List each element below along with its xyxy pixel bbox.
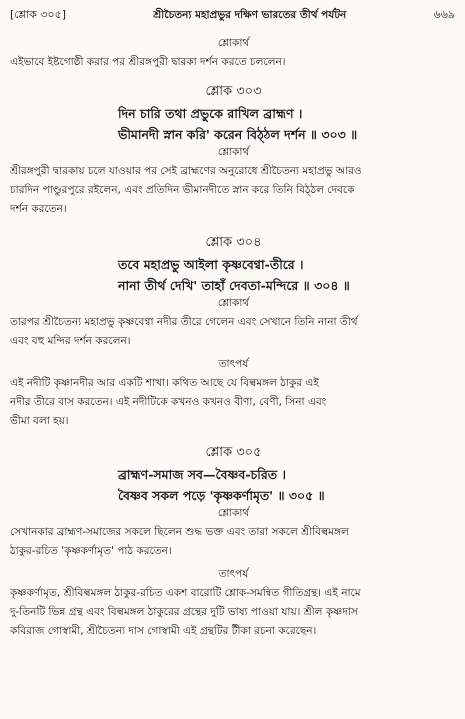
header-title: শ্রীচৈতন্য মহাপ্রভুর দক্ষিণ ভারতের তীর্থ পর্যটন bbox=[153, 9, 347, 21]
verse-text bbox=[8, 464, 459, 506]
translation-text: এইভাবে ইষ্টগোষ্ঠী করার পর শ্রীরঙ্গপুরী দ্বারকা দর্শন করতে চললেন। bbox=[10, 56, 286, 68]
header-verse-ref: [শ্লোক ৩০৫] bbox=[10, 8, 67, 21]
verse-number: শ্লোক ৩০৪ bbox=[205, 235, 262, 250]
purport-line: দু-তিনটি ভিন্ন গ্রন্থ এবং বিল্বমঙ্গল ঠাকুরের গ্রন্থের দুটি ভাষ্য পাওয়া যায়। শ্রীল কৃষ্ণদাস bbox=[10, 606, 358, 618]
verse-line: বৈষ্ণব সকল পড়ে 'কৃষ্ণকর্ণামৃত' ॥ ৩০৫ ॥ bbox=[118, 488, 325, 503]
verse-line: ব্রাহ্মণ-সমাজ সব—বৈষ্ণব-চরিত । bbox=[118, 467, 286, 482]
purport-line: ভীমা বলা হয়। bbox=[10, 415, 69, 427]
translation-line: দর্শন করতেন। bbox=[10, 203, 67, 215]
purport-line: এই নদীটি কৃষ্ণানদীর আর একটি শাখা। কথিত আছে যে বিল্বমঙ্গল ঠাকুর এই bbox=[10, 377, 319, 389]
translation-line: তারপর শ্রীচৈতন্য মহাপ্রভু কৃষ্ণবেণ্বা নদীর তীরে গেলেন এবং সেখানে তিনি নানা তীর্থ bbox=[10, 316, 358, 328]
translation-label: শ্লোকার্থ bbox=[217, 297, 250, 309]
page-number: ৬৬৯ bbox=[433, 8, 455, 21]
page bbox=[8, 6, 459, 641]
translation-label: শ্লোকার্থ bbox=[217, 37, 250, 49]
purport-line: কবিরাজ গোস্বামী, শ্রীচৈতন্য দাস গোস্বামী এই গ্রন্থটির টীকা রচনা করেছেন। bbox=[10, 625, 317, 637]
verse-number: শ্লোক ৩০৩ bbox=[205, 84, 262, 99]
verse-line: নানা তীর্থ দেখি' তাহাঁ দেবতা-মন্দিরে ॥ ৩০৪ ॥ bbox=[118, 278, 350, 293]
verse-line: দিন চারি তথা প্রভুকে রাখিল ব্রাহ্মণ । bbox=[118, 106, 303, 121]
running-header bbox=[8, 6, 459, 22]
translation-line: সেখানকার ব্রাহ্মণ-সমাজের সকলে ছিলেন শুদ্ধ ভক্ত এবং তারা সকলে শ্রীবিল্বমঙ্গল bbox=[10, 526, 349, 538]
purport-line: নদীর তীরে বাস করতেন। এই নদীটিকে কখনও কখনও বীণা, বেণী, সিনা এবং bbox=[10, 396, 327, 408]
verse-number: শ্লোক ৩০৫ bbox=[205, 445, 262, 460]
verse-line: তবে মহাপ্রভু আইলা কৃষ্ণবেণ্বা-তীরে । bbox=[118, 257, 304, 272]
translation-line: এবং বহু মন্দির দর্শন করলেন। bbox=[10, 335, 131, 347]
translation-line: শ্রীরঙ্গপুরী দ্বারকায় চলে যাওয়ার পর সেই ব্রাহ্মণের অনুরোধে শ্রীচৈতন্য মহাপ্রভু আরও bbox=[10, 165, 362, 177]
purport-label: তাৎপর্য bbox=[218, 358, 249, 370]
translation-line: ঠাকুর-রচিত 'কৃষ্ণকর্ণামৃত' পাঠ করতেন। bbox=[10, 545, 172, 557]
translation-label: শ্লোকার্থ bbox=[217, 507, 250, 519]
verse-text bbox=[8, 103, 459, 145]
verse-text bbox=[8, 254, 459, 296]
translation-label: শ্লোকার্থ bbox=[217, 146, 250, 158]
translation-line: চারদিন পাণ্ডুরপুরে রইলেন, এবং প্রতিদিন ভীমানদীতে স্নান করে তিনি বিঠ্‌ঠল দেবকে bbox=[10, 184, 355, 196]
purport-label: তাৎপর্য bbox=[218, 568, 249, 580]
verse-line: ভীমানদী স্নান করি' করেন বিঠ্‌ঠল দর্শন ॥ ৩০৩ ॥ bbox=[118, 127, 358, 142]
purport-line: কৃষ্ণকর্ণামৃত, শ্রীবিল্বমঙ্গল ঠাকুর-রচিত একশ বারোটি শ্লোক-সমন্বিত গীতিগ্রন্থ। এই নামে bbox=[10, 587, 361, 599]
